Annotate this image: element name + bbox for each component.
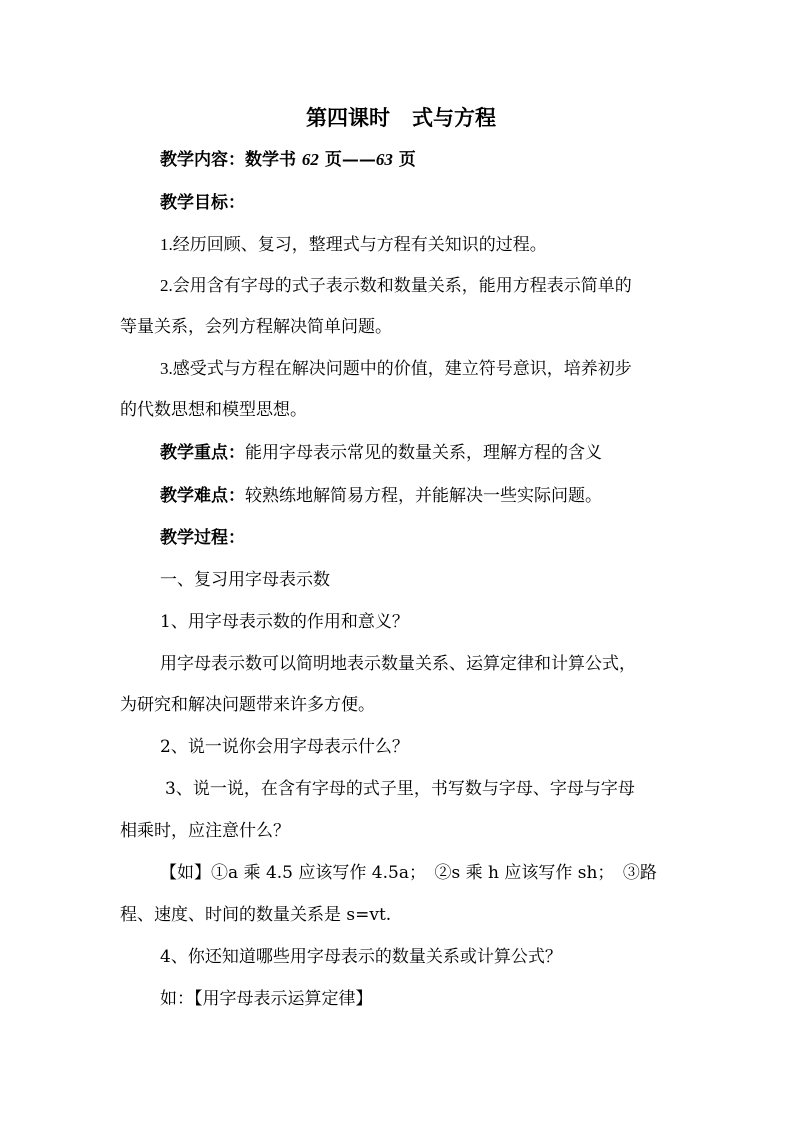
page-end: 63	[375, 150, 393, 169]
goal-3-line-1	[160, 357, 632, 381]
goal-3-text: 感受式与方程在解决问题中的价值，建立符号意识，培养初步	[172, 359, 632, 379]
page-title	[306, 104, 496, 132]
goal-2-number: 2.	[160, 276, 173, 295]
key-point	[160, 441, 602, 465]
teaching-content-label: 教学内容：	[160, 150, 245, 170]
title-part2: 式与方程	[412, 105, 496, 130]
question-1: 1、用字母表示数的作用和意义？	[160, 612, 409, 632]
answer-1-line-2: 为研究和解决问题带来许多方便。	[120, 695, 375, 715]
question-4: 4、你还知道哪些用字母表示的数量关系或计算公式？	[160, 947, 562, 967]
goal-1-number: 1.	[160, 235, 173, 254]
page-sep: 页——	[318, 150, 376, 170]
question-3-line-1: 3、说一说，在含有字母的式子里，书写数与字母、字母与字母	[165, 779, 635, 799]
question-3-line-2: 相乘时，应注意什么？	[120, 821, 290, 841]
example-2: 如：【用字母表示运算定律】	[160, 989, 373, 1009]
goal-2-line-1	[160, 274, 632, 298]
goal-2-text: 会用含有字母的式子表示数和数量关系，能用方程表示简单的	[172, 276, 632, 296]
goal-3-line-2: 的代数思想和模型思想。	[120, 400, 307, 420]
goals-heading: 教学目标：	[160, 193, 245, 213]
example-line-1: 【如】①a 乘 4.5 应该写作 4.5a； ②s 乘 h 应该写作 sh； ③路	[160, 863, 657, 883]
process-heading: 教学过程：	[160, 528, 245, 548]
difficulty-text: 较熟练地解简易方程，并能解决一些实际问题。	[245, 486, 602, 506]
title-part1: 第四课时	[306, 105, 390, 130]
goal-1	[160, 233, 547, 257]
difficulty	[160, 484, 602, 508]
question-2: 2、说一说你会用字母表示什么？	[160, 737, 409, 757]
teaching-content	[160, 148, 416, 172]
page-suffix: 页	[392, 150, 416, 170]
page-start: 62	[301, 150, 319, 169]
teaching-content-book: 数学书	[245, 150, 302, 170]
goal-2-line-2: 等量关系，会列方程解决简单问题。	[120, 317, 392, 337]
difficulty-label: 教学难点：	[160, 486, 245, 506]
goal-3-number: 3.	[160, 359, 173, 378]
key-point-text: 能用字母表示常见的数量关系，理解方程的含义	[245, 443, 602, 463]
goal-1-text: 经历回顾、复习，整理式与方程有关知识的过程。	[172, 235, 547, 255]
answer-1-line-1: 用字母表示数可以简明地表示数量关系、运算定律和计算公式，	[160, 654, 636, 674]
key-point-label: 教学重点：	[160, 443, 245, 463]
example-line-2: 程、速度、时间的数量关系是 s=vt.	[120, 905, 392, 925]
section-1-heading: 一、复习用字母表示数	[160, 570, 330, 590]
